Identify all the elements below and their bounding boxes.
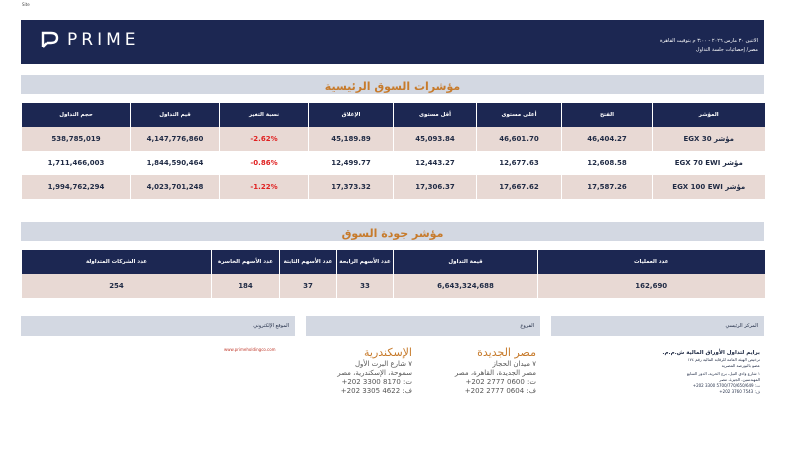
indices-section-title: مؤشرات السوق الرئيسية xyxy=(324,80,461,93)
indices-section-title-bar xyxy=(21,75,764,94)
branch-phone: ت: 0600 2777 202+ xyxy=(465,378,536,386)
traded-companies-cell: 254 xyxy=(22,274,212,298)
branches-title-bar xyxy=(306,316,540,336)
col-traded-companies: عدد الشركات المتداولة xyxy=(22,250,212,274)
close-cell: 45,189.89 xyxy=(309,127,394,151)
hq-fax: ف: 7543 3760 202+ xyxy=(719,389,760,394)
website-title-bar xyxy=(21,316,295,336)
col-volume: حجم التداول xyxy=(22,103,131,127)
volume-cell: 1,711,466,003 xyxy=(22,151,131,175)
branch-name: الإسكندرية xyxy=(364,346,412,359)
high-cell: 12,677.63 xyxy=(477,151,562,175)
branches-title: الفروع xyxy=(520,323,534,329)
branch-alexandria xyxy=(316,346,412,396)
volume-cell: 538,785,019 xyxy=(22,127,131,151)
col-trade-value: قيمة التداول xyxy=(394,250,538,274)
branch-address-line: ٧ شارع البرت الأول xyxy=(354,360,412,368)
high-cell: 17,667.62 xyxy=(477,175,562,199)
gainers-cell: 33 xyxy=(337,274,394,298)
report-subtitle: مصر/ إحصائيات جلسة التداول xyxy=(695,47,758,53)
indices-header-row xyxy=(22,103,765,127)
quality-section-title: مؤشر جودة السوق xyxy=(341,227,444,240)
col-transactions: عدد العمليات xyxy=(538,250,765,274)
close-cell: 12,499.77 xyxy=(309,151,394,175)
value-cell: 4,023,701,248 xyxy=(131,175,220,199)
col-value: قيم التداول xyxy=(131,103,220,127)
quality-section-title-bar xyxy=(21,222,764,241)
col-index: المؤشر xyxy=(653,103,765,127)
report-date: الاثنين ٣٠ مارس ٢٠٢٦ - ٣:٠٠ م بتوقيت القاهرة xyxy=(660,38,758,44)
branch-address-line: سموحة، الإسكندرية، مصر xyxy=(337,369,412,377)
close-cell: 17,373.32 xyxy=(309,175,394,199)
website-link[interactable]: www.primeholdingco.com xyxy=(224,347,276,352)
hq-phone: ت: 5700/770/650/649 3300 202+ xyxy=(692,383,760,388)
brand-name: PRIME xyxy=(67,30,140,50)
branch-name: مصر الجديدة xyxy=(477,346,536,359)
hq-line: المهندسين، الجيزة، مصر xyxy=(719,377,760,382)
branch-phone: ت: 8170 3300 202+ xyxy=(341,378,412,386)
value-cell: 4,147,776,860 xyxy=(131,127,220,151)
value-cell: 1,844,590,464 xyxy=(131,151,220,175)
table-row xyxy=(22,151,765,175)
branch-fax: ف: 0604 2777 202+ xyxy=(464,387,536,395)
col-high: أعلى مستوى xyxy=(477,103,562,127)
trade-value-cell: 6,643,324,688 xyxy=(394,274,538,298)
hq-line: ترخيص الهيئة العامة للرقابة المالية رقم ١٧٤ xyxy=(687,357,760,362)
low-cell: 12,443.27 xyxy=(394,151,477,175)
col-losers: عدد الأسهم الخاسرة xyxy=(212,250,280,274)
index-name-cell: مؤشر EGX 30 xyxy=(653,127,765,151)
high-cell: 46,601.70 xyxy=(477,127,562,151)
index-name-cell: مؤشر EGX 70 EWI xyxy=(653,151,765,175)
indices-table xyxy=(21,103,765,199)
head-office-block xyxy=(616,349,760,395)
hq-title: المركز الرئيسي xyxy=(725,323,758,329)
index-name-cell: مؤشر EGX 100 EWI xyxy=(653,175,765,199)
unchanged-cell: 37 xyxy=(280,274,337,298)
open-cell: 12,608.58 xyxy=(562,151,653,175)
company-name: برايم لتداول الأوراق المالية ش.م.م. xyxy=(662,350,760,356)
change-cell: -1.22% xyxy=(220,175,309,199)
website-title: الموقع الإلكتروني xyxy=(253,323,289,329)
hq-line: عضو بالبورصة المصرية xyxy=(721,363,760,368)
table-row xyxy=(22,274,765,298)
col-low: أقل مستوى xyxy=(394,103,477,127)
branch-address-line: ٧ ميدان الحجاز xyxy=(492,360,536,368)
change-cell: -0.86% xyxy=(220,151,309,175)
col-unchanged: عدد الأسهم الثابتة xyxy=(280,250,337,274)
hq-title-bar xyxy=(551,316,764,336)
report-header xyxy=(21,20,764,64)
market-quality-table xyxy=(21,250,765,298)
col-change: نسبة التغير xyxy=(220,103,309,127)
header-info xyxy=(660,37,758,55)
open-cell: 46,404.27 xyxy=(562,127,653,151)
col-gainers: عدد الأسهم الرابحة xyxy=(337,250,394,274)
branch-fax: ف: 4622 3305 202+ xyxy=(340,387,412,395)
low-cell: 45,093.84 xyxy=(394,127,477,151)
brand-logo xyxy=(41,30,140,50)
losers-cell: 184 xyxy=(212,274,280,298)
hq-line: ١ شارع وادي النيل، برج الحرية، الدور السابع xyxy=(686,371,760,376)
prime-logo-icon xyxy=(41,31,59,49)
table-row xyxy=(22,127,765,151)
branch-heliopolis xyxy=(440,346,536,396)
transactions-cell: 162,690 xyxy=(538,274,765,298)
col-close: الإغلاق xyxy=(309,103,394,127)
table-row xyxy=(22,175,765,199)
branch-address-line: مصر الجديدة، القاهرة، مصر xyxy=(454,369,536,377)
change-cell: -2.62% xyxy=(220,127,309,151)
low-cell: 17,306.37 xyxy=(394,175,477,199)
open-cell: 17,587.26 xyxy=(562,175,653,199)
col-open: الفتح xyxy=(562,103,653,127)
quality-header-row xyxy=(22,250,765,274)
corner-tag: Site xyxy=(22,2,30,7)
volume-cell: 1,994,762,294 xyxy=(22,175,131,199)
